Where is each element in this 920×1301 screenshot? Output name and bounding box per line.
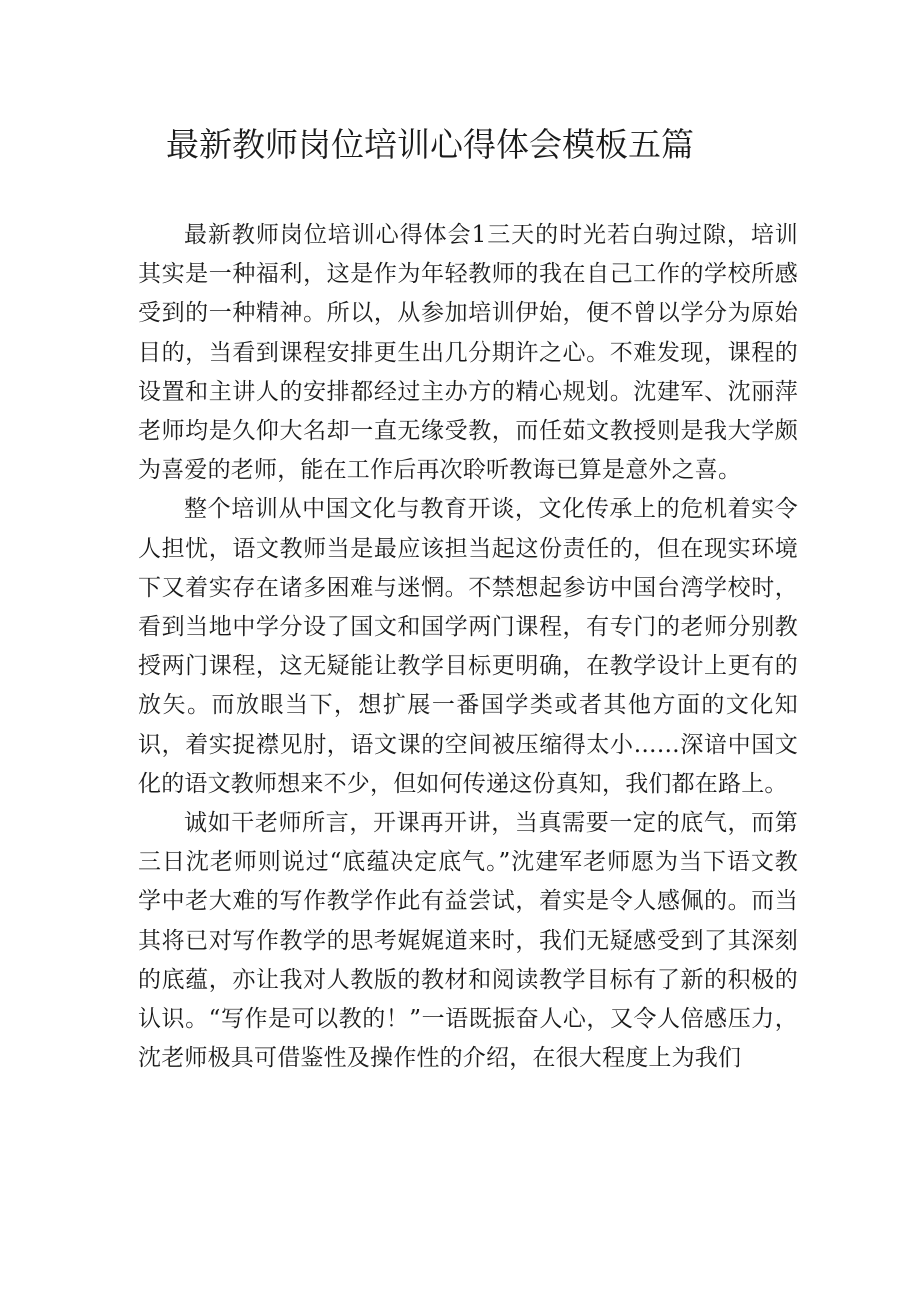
paragraph-3: 诚如干老师所言，开课再开讲，当真需要一定的底气，而第三日沈老师则说过“底蕴决定底气。”沈建军老师愿为当下语文教学中老大难的写作教学作此有益尝试，着实是令人感佩的。而当其将已对写作教学的思考娓娓道来时，我们无疑感受到了其深刻的底蕴，亦让我对人教版的教材和阅读教学目标有了新的积极的认识。“写作是可以教的！”一语既振奋人心，又令人倍感压力，沈老师极具可借鉴性及操作性的介绍，在很大程度上为我们 xyxy=(138,810,798,1072)
document-body xyxy=(138,216,798,1078)
paragraph-1: 最新教师岗位培训心得体会1三天的时光若白驹过隙，培训其实是一种福利，这是作为年轻教师的我在自己工作的学校所感受到的一种精神。所以，从参加培训伊始，便不曾以学分为原始目的，当看到课程安排更生出几分期许之心。不难发现，课程的设置和主讲人的安排都经过主办方的精心规划。沈建军、沈丽萍老师均是久仰大名却一直无缘受教，而任茹文教授则是我大学颇为喜爱的老师，能在工作后再次聆听教诲已算是意外之喜。 xyxy=(138,222,798,484)
paragraph-2: 整个培训从中国文化与教育开谈，文化传承上的危机着实令人担忧，语文教师当是最应该担当起这份责任的，但在现实环境下又着实存在诸多困难与迷惘。不禁想起参访中国台湾学校时，看到当地中学分设了国文和国学两门课程，有专门的老师分别教授两门课程，这无疑能让教学目标更明确，在教学设计上更有的放矢。而放眼当下，想扩展一番国学类或者其他方面的文化知识，着实捉襟见肘，语文课的空间被压缩得太小……深谙中国文化的语文教师想来不少，但如何传递这份真知，我们都在路上。 xyxy=(138,496,798,797)
document-title: 最新教师岗位培训心得体会模板五篇 xyxy=(166,125,694,164)
